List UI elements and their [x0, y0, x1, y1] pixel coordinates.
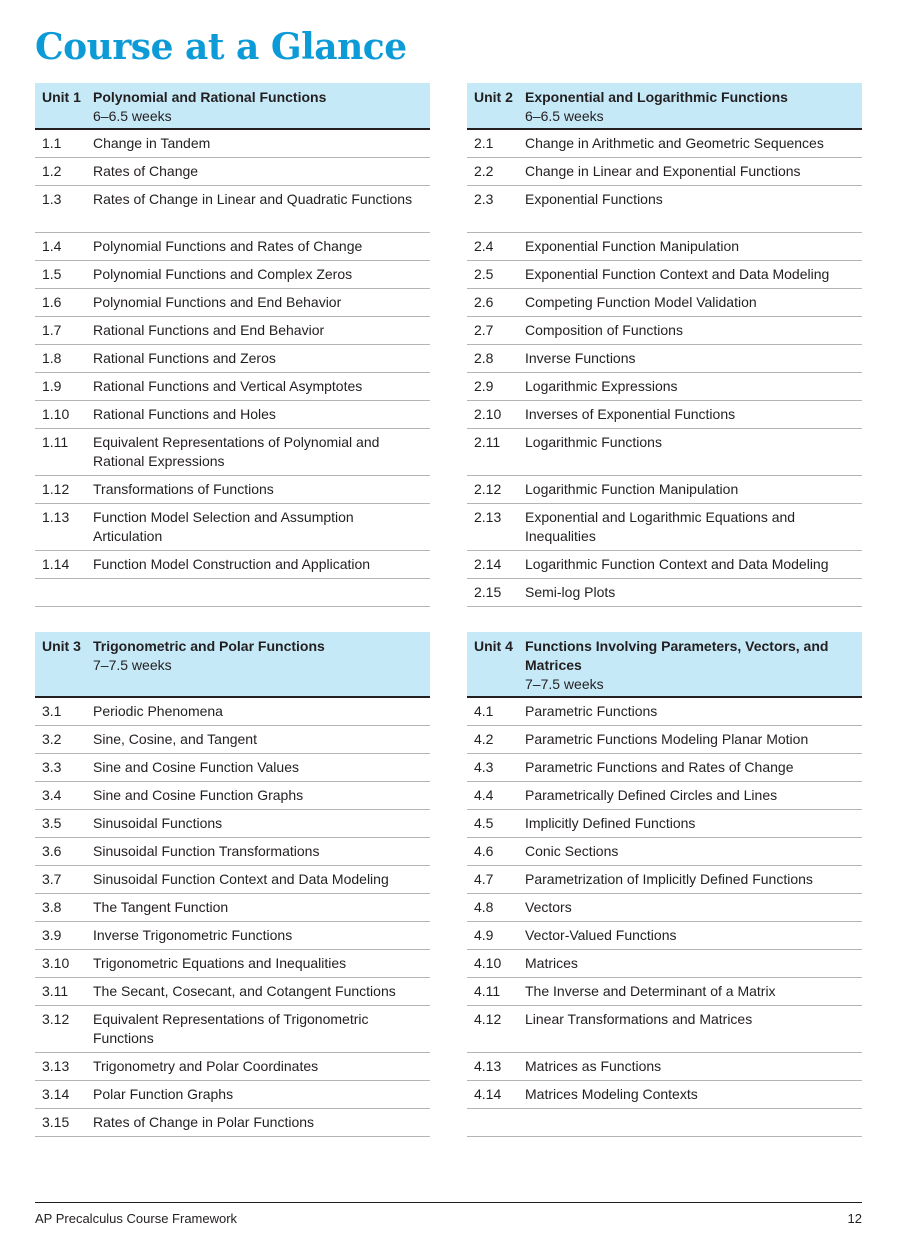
topic-title [93, 583, 424, 602]
topic-number: 1.4 [42, 238, 62, 254]
topic-row [467, 504, 862, 551]
topic-row [467, 579, 862, 607]
topic-row [35, 261, 430, 289]
topic-title: Polynomial Functions and End Behavior [93, 294, 342, 310]
topic-row [467, 476, 862, 504]
topic-title: Rates of Change in Polar Functions [93, 1114, 315, 1130]
unit-header [467, 632, 862, 698]
topic-title: Rational Functions and Vertical Asymptotes [93, 378, 363, 394]
topic-title: Change in Arithmetic and Geometric Sequences [525, 135, 824, 151]
topic-number: 2.3 [474, 191, 494, 207]
unit-label: Unit 4 [474, 638, 513, 654]
topic-title: Change in Linear and Exponential Functions [525, 163, 801, 179]
topic-row [35, 504, 430, 551]
topic-number: 1.5 [42, 266, 62, 282]
topic-number: 1.7 [42, 322, 62, 338]
topic-title: Polar Function Graphs [93, 1086, 234, 1102]
topic-number: 2.15 [474, 584, 502, 600]
topic-title: Inverses of Exponential Functions [525, 406, 736, 422]
topic-row [35, 754, 430, 782]
topic-title: Logarithmic Expressions [525, 378, 678, 394]
topic-title: Exponential Function Context and Data Modeling [525, 266, 830, 282]
topic-row [35, 978, 430, 1006]
topic-number: 1.14 [42, 556, 70, 572]
unit-heading [93, 637, 424, 691]
topic-row [467, 401, 862, 429]
topic-row [467, 429, 862, 476]
topic-row [35, 233, 430, 261]
topic-number: 2.6 [474, 294, 494, 310]
topic-row [35, 1109, 430, 1137]
topic-row [35, 429, 430, 476]
topic-row [467, 233, 862, 261]
topic-number: 1.12 [42, 481, 70, 497]
topic-row [35, 726, 430, 754]
topic-number: 1.11 [42, 434, 69, 450]
topic-number: 1.1 [42, 135, 62, 151]
topic-number: 4.3 [474, 759, 494, 775]
topic-number: 1.2 [42, 163, 62, 179]
topic-number: 3.1 [42, 703, 62, 719]
topic-number: 3.5 [42, 815, 62, 831]
topic-title: Linear Transformations and Matrices [525, 1011, 753, 1027]
topic-title: Rational Functions and End Behavior [93, 322, 325, 338]
topic-row [467, 810, 862, 838]
topic-number: 4.12 [474, 1011, 502, 1027]
topic-number: 4.5 [474, 815, 494, 831]
topic-number: 3.9 [42, 927, 62, 943]
topic-row [467, 754, 862, 782]
footer-page-number: 12 [847, 1211, 862, 1226]
footer-document-title: AP Precalculus Course Framework [35, 1211, 238, 1226]
topic-row [467, 158, 862, 186]
topic-number: 2.14 [474, 556, 502, 572]
topic-row [35, 551, 430, 579]
topic-title: Implicitly Defined Functions [525, 815, 696, 831]
topic-row [35, 866, 430, 894]
topic-row [467, 726, 862, 754]
topic-row [35, 922, 430, 950]
topic-title: Sine, Cosine, and Tangent [93, 731, 257, 747]
topic-number: 2.2 [474, 163, 494, 179]
topic-row [467, 894, 862, 922]
topic-title: Equivalent Representations of Polynomial and Rational Expressions [93, 434, 380, 469]
topic-title: Parametrization of Implicitly Defined Functions [525, 871, 813, 887]
unit-duration: 6–6.5 weeks [525, 108, 604, 124]
topic-number: 4.14 [474, 1086, 502, 1102]
topic-number: 3.14 [42, 1086, 70, 1102]
topic-title: Change in Tandem [93, 135, 211, 151]
topic-number: 3.13 [42, 1058, 70, 1074]
unit-title: Exponential and Logarithmic Functions [525, 89, 788, 105]
topic-row [467, 922, 862, 950]
topic-number: 4.2 [474, 731, 494, 747]
topic-title: The Tangent Function [93, 899, 229, 915]
topic-row [35, 894, 430, 922]
topic-row [35, 289, 430, 317]
topic-row [35, 1006, 430, 1053]
topic-number: 4.13 [474, 1058, 502, 1074]
topic-title: Polynomial Functions and Rates of Change [93, 238, 363, 254]
topic-row [467, 1109, 862, 1137]
topic-title: Parametrically Defined Circles and Lines [525, 787, 778, 803]
topic-row [467, 1053, 862, 1081]
topic-title: Logarithmic Function Manipulation [525, 481, 739, 497]
unit-header [35, 632, 430, 698]
unit-title: Trigonometric and Polar Functions [93, 638, 325, 654]
topic-row [467, 130, 862, 158]
unit-duration: 6–6.5 weeks [93, 108, 172, 124]
topic-row [35, 317, 430, 345]
topic-title: Matrices Modeling Contexts [525, 1086, 698, 1102]
topic-title: Function Model Selection and Assumption Articulation [93, 509, 354, 544]
topic-title: Matrices as Functions [525, 1058, 662, 1074]
topic-title: Parametric Functions and Rates of Change [525, 759, 794, 775]
topic-number: 2.9 [474, 378, 494, 394]
topic-row [35, 130, 430, 158]
topic-title: Trigonometric Equations and Inequalities [93, 955, 347, 971]
topic-number: 2.8 [474, 350, 494, 366]
topic-title: Rational Functions and Holes [93, 406, 276, 422]
topic-row [35, 345, 430, 373]
topic-title: Periodic Phenomena [93, 703, 223, 719]
topic-row [467, 698, 862, 726]
unit-duration: 7–7.5 weeks [93, 657, 172, 673]
topic-row [35, 158, 430, 186]
unit-heading [525, 637, 856, 691]
topic-number [474, 1113, 525, 1132]
topic-row [35, 401, 430, 429]
topic-title: Inverse Functions [525, 350, 636, 366]
topic-number: 3.15 [42, 1114, 70, 1130]
footer-divider [35, 1202, 862, 1203]
topic-number: 2.7 [474, 322, 494, 338]
topic-number: 1.8 [42, 350, 62, 366]
topic-row [35, 373, 430, 401]
topic-title: The Inverse and Determinant of a Matrix [525, 983, 776, 999]
topic-title: Polynomial Functions and Complex Zeros [93, 266, 353, 282]
topic-number: 1.10 [42, 406, 70, 422]
topic-number: 3.3 [42, 759, 62, 775]
unit-header [467, 83, 862, 130]
topic-row [35, 476, 430, 504]
topic-title: Sinusoidal Function Transformations [93, 843, 320, 859]
topic-number: 1.13 [42, 509, 70, 525]
topic-row [35, 186, 430, 233]
topic-title: Logarithmic Function Context and Data Modeling [525, 556, 829, 572]
topic-row [467, 373, 862, 401]
topic-row [35, 810, 430, 838]
page-title: Course at a Glance [35, 26, 407, 68]
topic-number: 4.7 [474, 871, 494, 887]
topic-number: 4.6 [474, 843, 494, 859]
topic-title: Inverse Trigonometric Functions [93, 927, 293, 943]
unit-heading [93, 88, 424, 123]
topic-row [467, 838, 862, 866]
topic-title: Conic Sections [525, 843, 619, 859]
topic-number: 4.10 [474, 955, 502, 971]
unit-label: Unit 1 [42, 89, 81, 105]
topic-row [467, 866, 862, 894]
topic-row [35, 950, 430, 978]
topic-number: 3.12 [42, 1011, 70, 1027]
topic-number: 3.4 [42, 787, 62, 803]
topic-number: 4.1 [474, 703, 494, 719]
topic-title: Rates of Change in Linear and Quadratic Functions [93, 191, 413, 207]
topic-row [467, 261, 862, 289]
topic-number: 4.8 [474, 899, 494, 915]
topic-row [467, 1081, 862, 1109]
topic-number: 3.2 [42, 731, 62, 747]
topic-title: Exponential Function Manipulation [525, 238, 740, 254]
topic-title [525, 1113, 856, 1132]
unit-heading [525, 88, 856, 123]
topic-row [35, 1053, 430, 1081]
topic-title: Matrices [525, 955, 578, 971]
topic-number: 2.5 [474, 266, 494, 282]
topic-number: 1.3 [42, 191, 62, 207]
topic-row [35, 698, 430, 726]
unit-3-table [35, 632, 430, 1137]
topic-title: Parametric Functions [525, 703, 658, 719]
topic-title: Vectors [525, 899, 572, 915]
unit-4-table [467, 632, 862, 1137]
topic-title: Function Model Construction and Application [93, 556, 371, 572]
topic-row [467, 345, 862, 373]
topic-title: Exponential Functions [525, 191, 663, 207]
topic-row [35, 838, 430, 866]
topic-number: 4.9 [474, 927, 494, 943]
topic-row [467, 551, 862, 579]
topic-row [467, 978, 862, 1006]
topic-title: Transformations of Functions [93, 481, 274, 497]
topic-row [35, 579, 430, 607]
topic-number: 3.11 [42, 983, 69, 999]
topic-row [35, 782, 430, 810]
topic-number: 2.11 [474, 434, 501, 450]
topic-title: Parametric Functions Modeling Planar Motion [525, 731, 809, 747]
unit-label: Unit 2 [474, 89, 513, 105]
unit-title: Functions Involving Parameters, Vectors, and Matrices [525, 638, 829, 673]
topic-row [467, 186, 862, 233]
topic-number: 3.6 [42, 843, 62, 859]
unit-2-table [467, 83, 862, 607]
topic-title: Sine and Cosine Function Values [93, 759, 299, 775]
topic-title: Sine and Cosine Function Graphs [93, 787, 304, 803]
unit-header [35, 83, 430, 130]
topic-title: Sinusoidal Function Context and Data Modeling [93, 871, 389, 887]
topic-number: 3.8 [42, 899, 62, 915]
topic-title: Equivalent Representations of Trigonometric Functions [93, 1011, 369, 1046]
topic-number: 3.10 [42, 955, 70, 971]
topic-number: 2.10 [474, 406, 502, 422]
topic-title: Rational Functions and Zeros [93, 350, 276, 366]
topic-row [35, 1081, 430, 1109]
topic-row [467, 782, 862, 810]
topic-title: Composition of Functions [525, 322, 683, 338]
unit-duration: 7–7.5 weeks [525, 676, 604, 692]
topic-row [467, 1006, 862, 1053]
unit-title: Polynomial and Rational Functions [93, 89, 327, 105]
topic-number: 2.4 [474, 238, 494, 254]
topic-number: 1.6 [42, 294, 62, 310]
topic-number: 2.12 [474, 481, 502, 497]
topic-title: Rates of Change [93, 163, 199, 179]
topic-number [42, 583, 93, 602]
topic-number: 2.1 [474, 135, 494, 151]
topic-title: Exponential and Logarithmic Equations and Inequalities [525, 509, 796, 544]
topic-title: Vector-Valued Functions [525, 927, 677, 943]
topic-number: 4.4 [474, 787, 494, 803]
topic-title: Sinusoidal Functions [93, 815, 223, 831]
topic-row [467, 950, 862, 978]
topic-row [467, 317, 862, 345]
unit-1-table [35, 83, 430, 607]
topic-number: 1.9 [42, 378, 62, 394]
topic-number: 3.7 [42, 871, 62, 887]
topic-title: Semi-log Plots [525, 584, 616, 600]
topic-number: 4.11 [474, 983, 501, 999]
topic-title: Competing Function Model Validation [525, 294, 757, 310]
topic-row [467, 289, 862, 317]
topic-title: Logarithmic Functions [525, 434, 662, 450]
topic-number: 2.13 [474, 509, 502, 525]
topic-title: Trigonometry and Polar Coordinates [93, 1058, 319, 1074]
topic-title: The Secant, Cosecant, and Cotangent Functions [93, 983, 396, 999]
unit-label: Unit 3 [42, 638, 81, 654]
